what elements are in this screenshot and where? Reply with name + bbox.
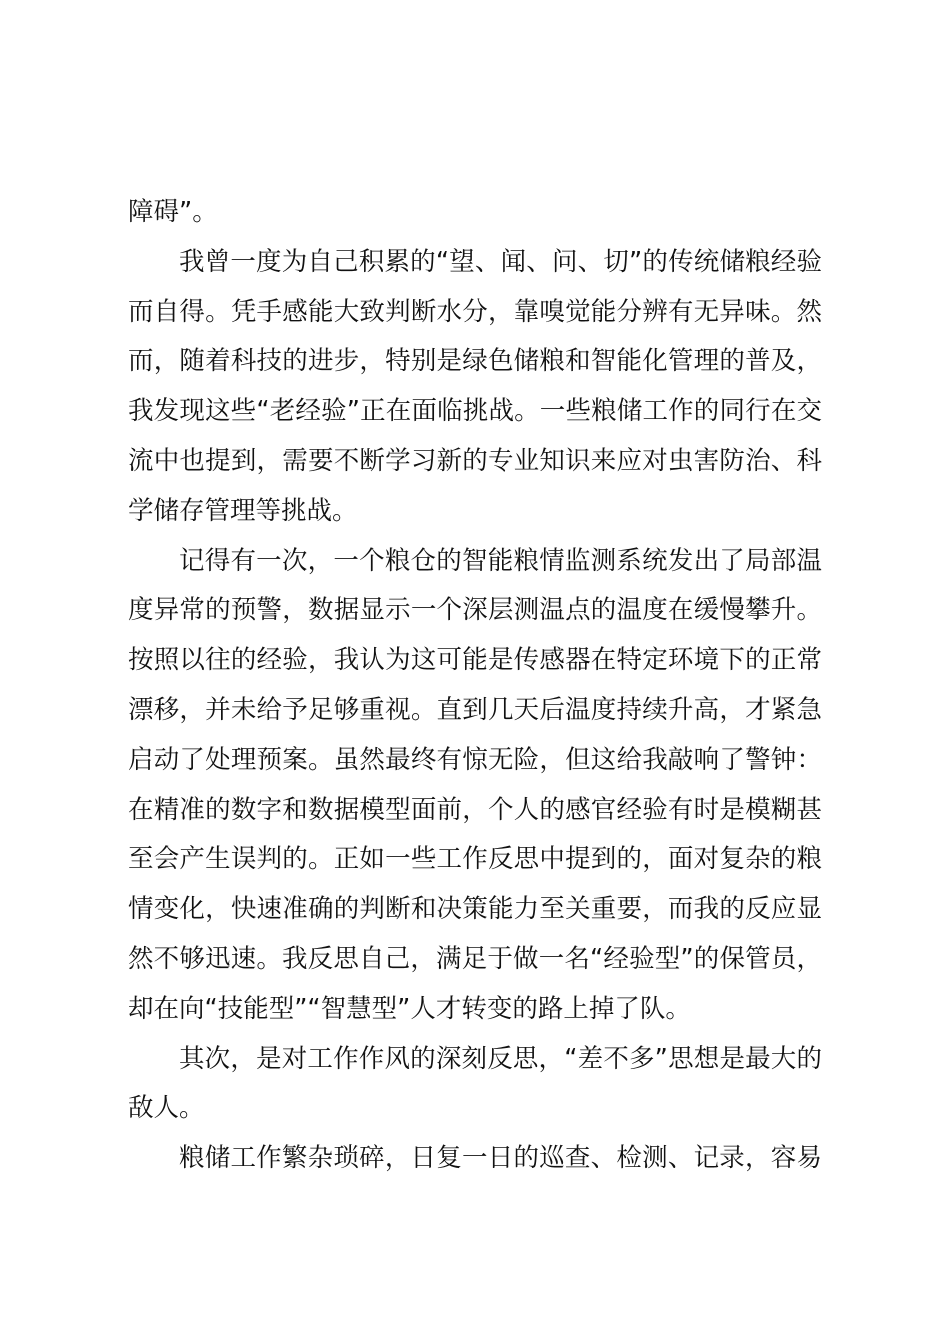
text-line: 敌人。 <box>128 1093 205 1124</box>
text-line: 按照以往的经验，我认为这可能是传感器在特定环境下的正常 <box>128 645 822 676</box>
text-line: 学储存管理等挑战。 <box>128 495 358 526</box>
text-line: 记得有一次，一个粮仓的智能粮情监测系统发出了局部温 <box>179 545 822 576</box>
text-line: 障碍”。 <box>128 197 218 227</box>
text-line: 在精准的数字和数据模型面前，个人的感官经验有时是模糊甚 <box>128 794 822 825</box>
paragraph <box>128 1035 822 1135</box>
paragraph <box>128 537 822 1035</box>
text-line: 漂移，并未给予足够重视。直到几天后温度持续升高，才紧急 <box>128 694 822 725</box>
paragraph <box>128 188 822 238</box>
text-line: 却在向“技能型”“智慧型”人才转变的路上掉了队。 <box>128 993 691 1024</box>
paragraph <box>128 238 822 537</box>
paragraph <box>128 1134 822 1184</box>
text-line: 至会产生误判的。正如一些工作反思中提到的，面对复杂的粮 <box>128 844 822 875</box>
text-line: 流中也提到，需要不断学习新的专业知识来应对虫害防治、科 <box>128 445 822 476</box>
text-line: 启动了处理预案。虽然最终有惊无险，但这给我敲响了警钟： <box>128 744 822 775</box>
text-line: 而自得。凭手感能大致判断水分，靠嗅觉能分辨有无异味。然 <box>128 296 822 327</box>
text-line: 情变化，快速准确的判断和决策能力至关重要，而我的反应显 <box>128 894 822 925</box>
text-line: 粮储工作繁杂琐碎，日复一日的巡查、检测、记录，容易 <box>179 1143 822 1174</box>
text-line: 度异常的预警，数据显示一个深层测温点的温度在缓慢攀升。 <box>128 595 822 626</box>
text-line: 我曾一度为自己积累的“望、闻、问、切”的传统储粮经验 <box>179 246 822 277</box>
document-page <box>128 188 822 1184</box>
text-line: 然不够迅速。我反思自己，满足于做一名“经验型”的保管员， <box>128 943 822 974</box>
text-line: 我发现这些“老经验”正在面临挑战。一些粮储工作的同行在交 <box>128 396 822 427</box>
text-line: 其次，是对工作作风的深刻反思，“差不多”思想是最大的 <box>179 1043 822 1074</box>
text-line: 而，随着科技的进步，特别是绿色储粮和智能化管理的普及， <box>128 346 822 377</box>
